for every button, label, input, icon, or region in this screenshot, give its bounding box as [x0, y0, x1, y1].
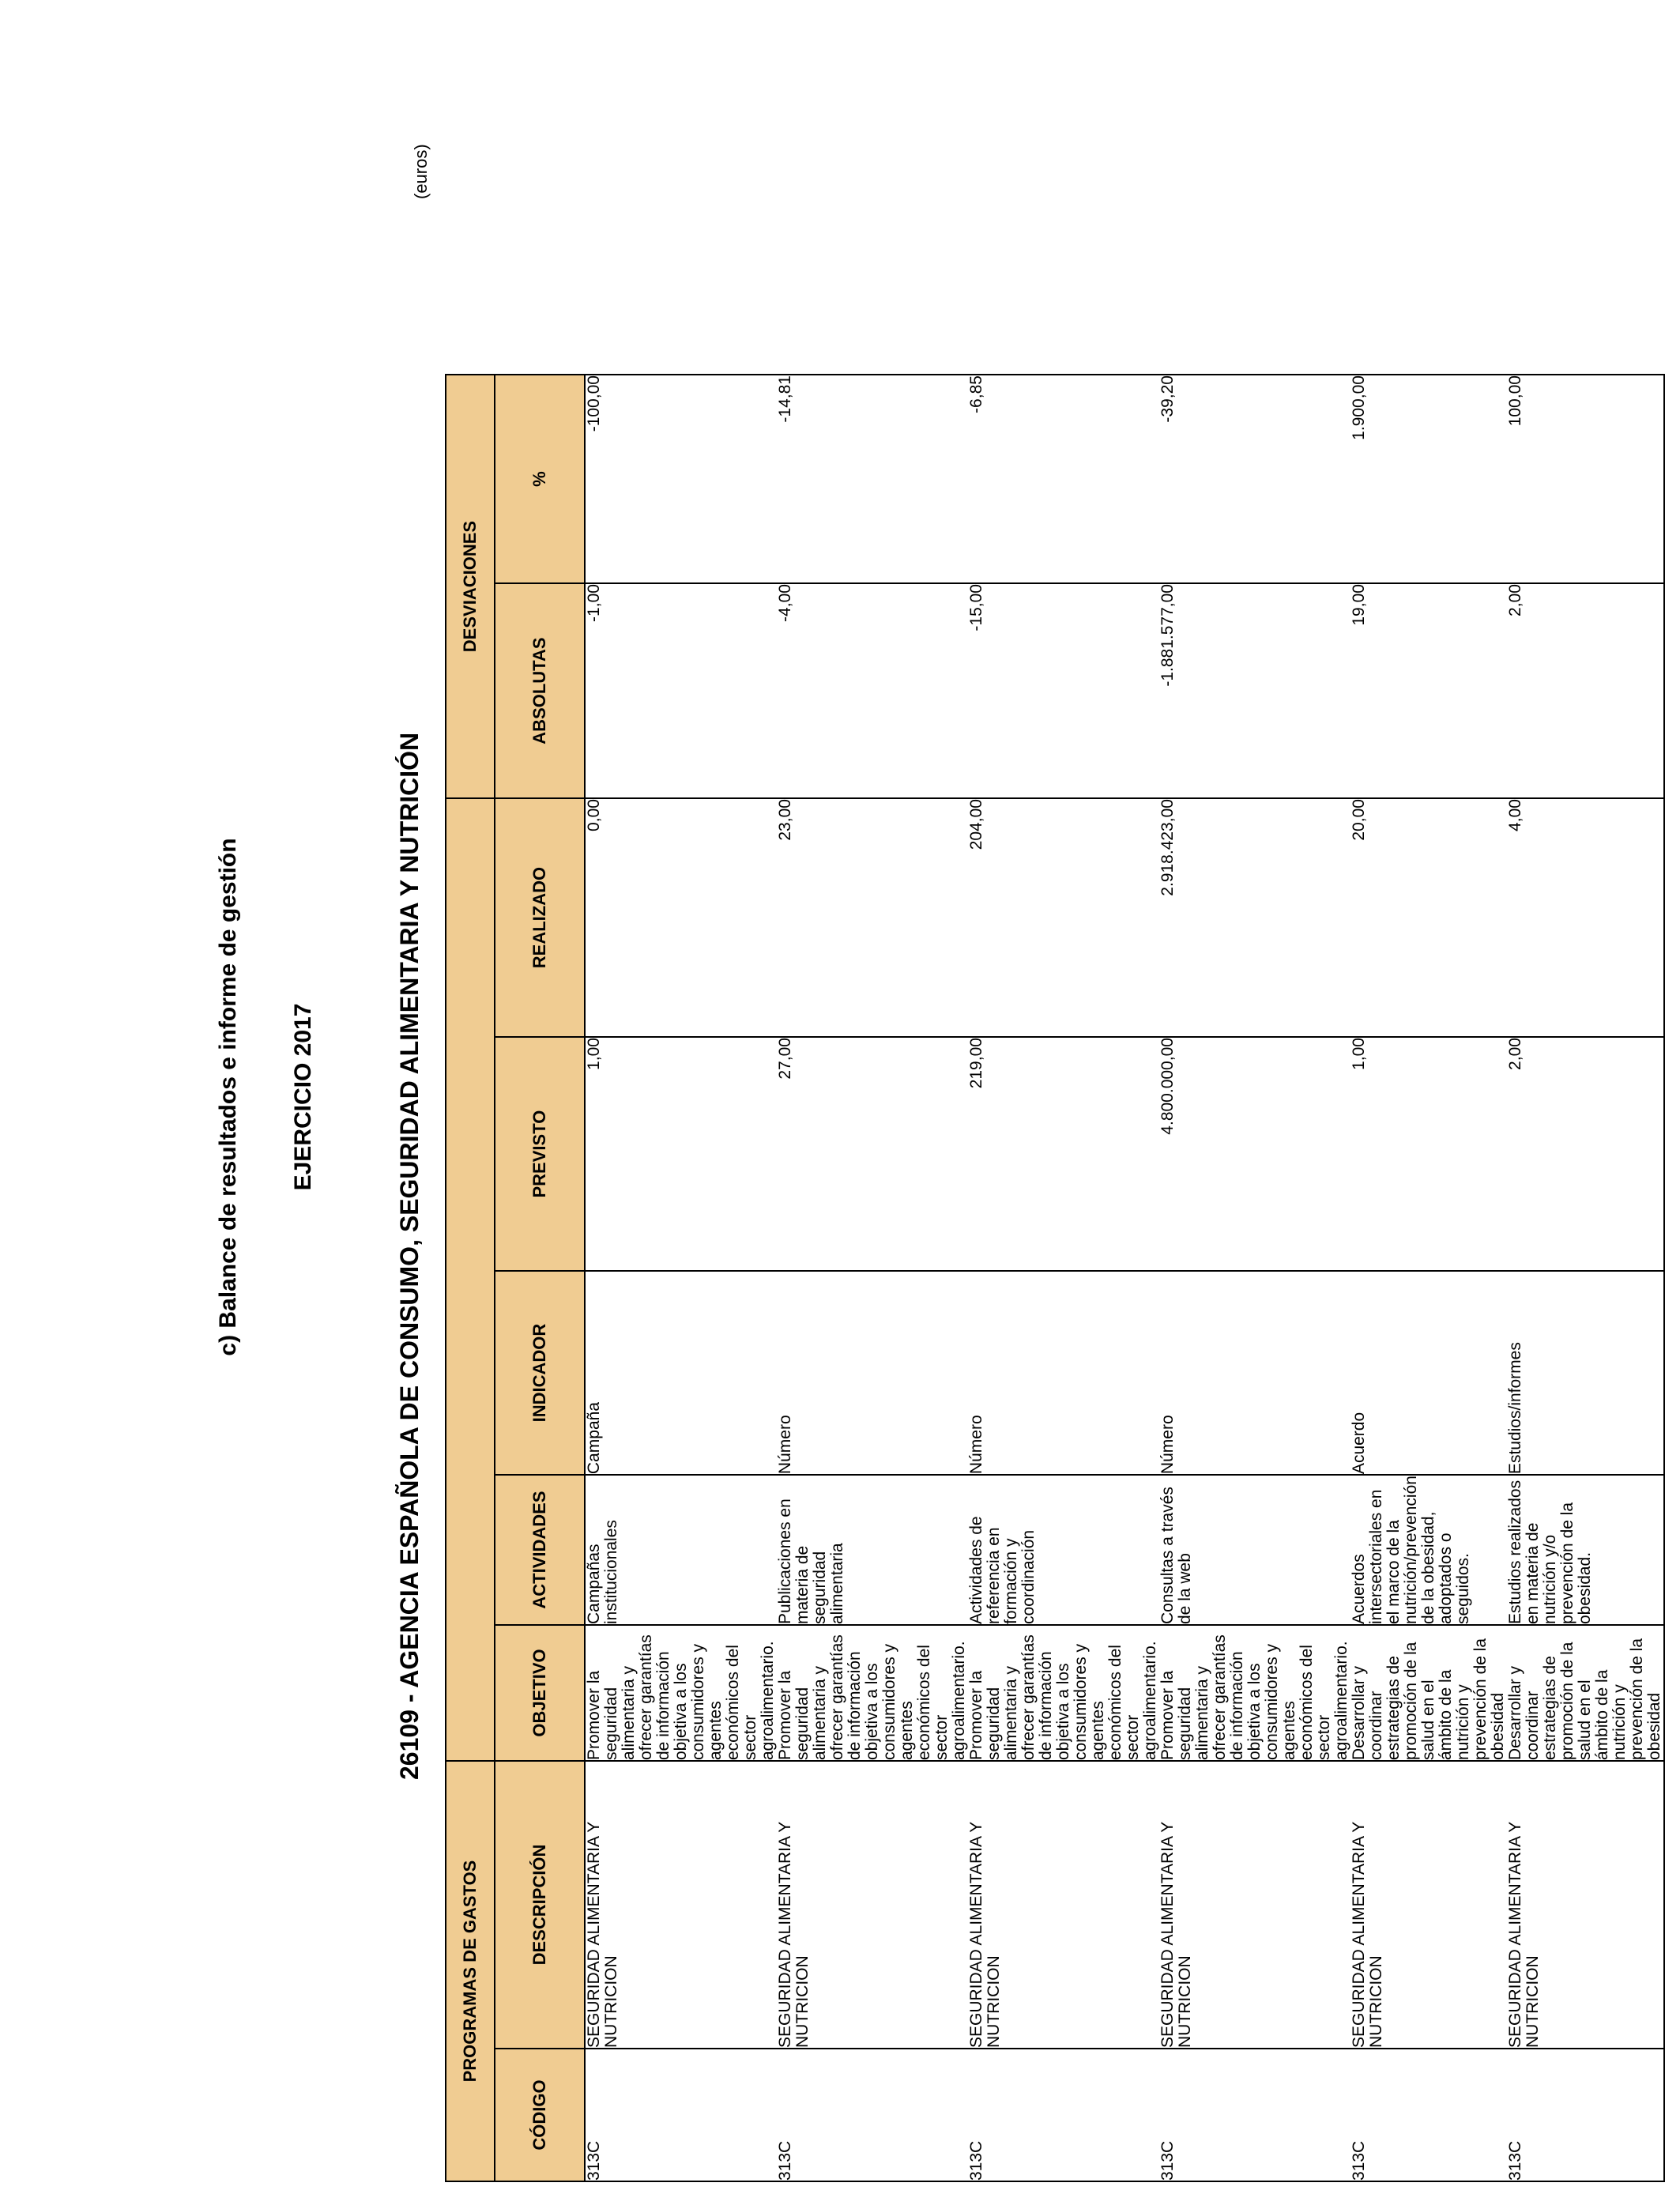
cell-realizado: 4,00: [1507, 798, 1664, 1037]
cell-objetivo: Desarrollar y coordinar estrategias de promoción de la salud en el ámbito de la nutrición y prevención de la obesidad: [1350, 1625, 1507, 1761]
cell-indicador: Acuerdo: [1350, 1271, 1507, 1475]
cell-codigo: 313C: [1507, 2049, 1664, 2181]
header-objetivo: OBJETIVO: [495, 1625, 585, 1761]
cell-actividades: Consultas a través de la web: [1159, 1475, 1350, 1625]
cell-porcentaje: 100,00: [1507, 375, 1664, 583]
group-header-blank: [446, 1037, 495, 1271]
cell-realizado: 2.918.423,00: [1159, 798, 1350, 1037]
cell-descripcion: SEGURIDAD ALIMENTARIA Y NUTRICION: [585, 1761, 777, 2049]
unit-label: (euros): [411, 144, 431, 199]
cell-codigo: 313C: [1350, 2049, 1507, 2181]
cell-previsto: 1,00: [585, 1037, 777, 1271]
group-header-desviaciones: DESVIACIONES: [446, 375, 495, 798]
table-body: [585, 375, 1664, 2181]
cell-codigo: 313C: [585, 2049, 777, 2181]
table-row: [585, 375, 777, 2181]
cell-indicador: Número: [1159, 1271, 1350, 1475]
cell-actividades: Actividades de referencia en formación y coordinación: [968, 1475, 1159, 1625]
cell-absolutas: 2,00: [1507, 583, 1664, 798]
cell-previsto: 4.800.000,00: [1159, 1037, 1350, 1271]
table-row: [777, 375, 968, 2181]
cell-descripcion: SEGURIDAD ALIMENTARIA Y NUTRICION: [1507, 1761, 1664, 2049]
cell-indicador: Número: [777, 1271, 968, 1475]
section-title: c) Balance de resultados e informe de gestión: [215, 838, 241, 1356]
cell-codigo: 313C: [777, 2049, 968, 2181]
header-previsto: PREVISTO: [495, 1037, 585, 1271]
cell-descripcion: SEGURIDAD ALIMENTARIA Y NUTRICION: [968, 1761, 1159, 2049]
results-table: [445, 374, 1665, 2182]
cell-porcentaje: -6,85: [968, 375, 1159, 583]
group-header-row: [446, 375, 495, 2181]
cell-objetivo: Promover la seguridad alimentaria y ofrecer garantías de información objetiva a los consumidores y agentes económicos del sector agroalimentario.: [585, 1625, 777, 1761]
header-indicador: INDICADOR: [495, 1271, 585, 1475]
table-row: [1159, 375, 1350, 2181]
cell-indicador: Estudios/informes: [1507, 1271, 1664, 1475]
cell-realizado: 204,00: [968, 798, 1159, 1037]
cell-absolutas: -1.881.577,00: [1159, 583, 1350, 798]
group-header-blank: [446, 1271, 495, 1475]
cell-indicador: Campaña: [585, 1271, 777, 1475]
cell-realizado: 23,00: [777, 798, 968, 1037]
header-absolutas: ABSOLUTAS: [495, 583, 585, 798]
cell-descripcion: SEGURIDAD ALIMENTARIA Y NUTRICION: [1350, 1761, 1507, 2049]
cell-objetivo: Promover la seguridad alimentaria y ofrecer garantías de información objetiva a los consumidores y agentes económicos del sector agroalimentario.: [1159, 1625, 1350, 1761]
group-header-blank: [446, 1475, 495, 1625]
cell-actividades: Estudios realizados en materia de nutrición y/o prevención de la obesidad.: [1507, 1475, 1664, 1625]
cell-previsto: 1,00: [1350, 1037, 1507, 1271]
cell-descripcion: SEGURIDAD ALIMENTARIA Y NUTRICION: [777, 1761, 968, 2049]
cell-codigo: 313C: [968, 2049, 1159, 2181]
group-header-programas: PROGRAMAS DE GASTOS: [446, 1761, 495, 2181]
group-header-blank: [446, 1625, 495, 1761]
cell-actividades: Campañas institucionales: [585, 1475, 777, 1625]
cell-porcentaje: -14,81: [777, 375, 968, 583]
group-header-blank: [446, 798, 495, 1037]
cell-indicador: Número: [968, 1271, 1159, 1475]
cell-actividades: Publicaciones en materia de seguridad alimentaria: [777, 1475, 968, 1625]
cell-realizado: 0,00: [585, 798, 777, 1037]
column-header-row: [495, 375, 585, 2181]
cell-absolutas: -4,00: [777, 583, 968, 798]
table-row: [968, 375, 1159, 2181]
agency-title: 26109 - AGENCIA ESPAÑOLA DE CONSUMO, SEGURIDAD ALIMENTARIA Y NUTRICIÓN: [395, 732, 424, 1780]
header-realizado: REALIZADO: [495, 798, 585, 1037]
header-porcentaje: %: [495, 375, 585, 583]
cell-porcentaje: -100,00: [585, 375, 777, 583]
cell-absolutas: -1,00: [585, 583, 777, 798]
cell-porcentaje: -39,20: [1159, 375, 1350, 583]
cell-objetivo: Promover la seguridad alimentaria y ofrecer garantías de información objetiva a los consumidores y agentes económicos del sector agroalimentario.: [968, 1625, 1159, 1761]
cell-absolutas: 19,00: [1350, 583, 1507, 798]
exercise-title: EJERCICIO 2017: [290, 1003, 316, 1191]
cell-descripcion: SEGURIDAD ALIMENTARIA Y NUTRICION: [1159, 1761, 1350, 2049]
cell-actividades: Acuerdos intersectoriales en el marco de la nutrición/prevención de la obesidad, adoptados o seguidos.: [1350, 1475, 1507, 1625]
cell-realizado: 20,00: [1350, 798, 1507, 1037]
cell-codigo: 313C: [1159, 2049, 1350, 2181]
table-row: [1350, 375, 1507, 2181]
cell-previsto: 2,00: [1507, 1037, 1664, 1271]
table-row: [1507, 375, 1664, 2181]
cell-porcentaje: 1.900,00: [1350, 375, 1507, 583]
header-descripcion: DESCRIPCIÓN: [495, 1761, 585, 2049]
cell-absolutas: -15,00: [968, 583, 1159, 798]
cell-previsto: 27,00: [777, 1037, 968, 1271]
cell-objetivo: Desarrollar y coordinar estrategias de promoción de la salud en el ámbito de la nutrición y prevención de la obesidad: [1507, 1625, 1664, 1761]
header-actividades: ACTIVIDADES: [495, 1475, 585, 1625]
header-codigo: CÓDIGO: [495, 2049, 585, 2181]
cell-objetivo: Promover la seguridad alimentaria y ofrecer garantías de información objetiva a los consumidores y agentes económicos del sector agroalimentario.: [777, 1625, 968, 1761]
cell-previsto: 219,00: [968, 1037, 1159, 1271]
